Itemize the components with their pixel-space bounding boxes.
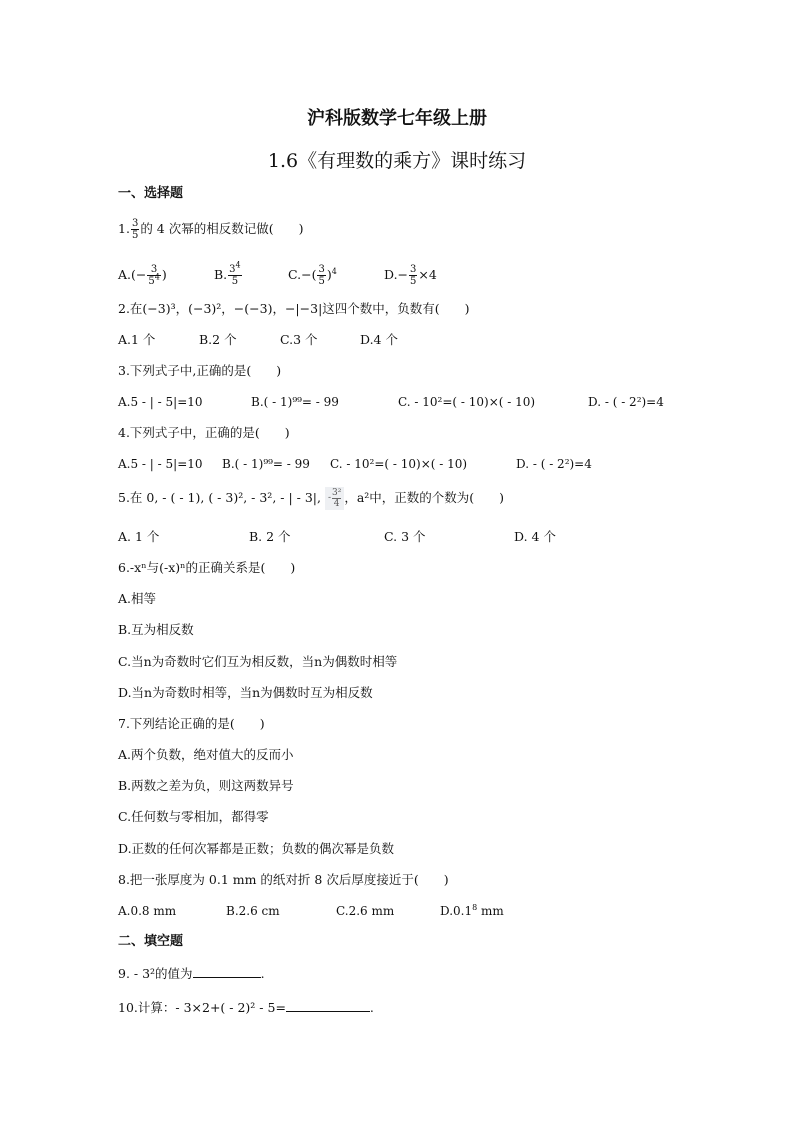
page-title: 沪科版数学七年级上册 <box>307 108 487 129</box>
q1-d-numerator: 3 <box>410 264 417 275</box>
q1-number: 1. <box>118 221 130 236</box>
q4-option-a: A.5 - | - 5|=10 <box>118 457 203 471</box>
q1-b-prefix: B. <box>214 267 228 282</box>
q5-stem-end: ，a²中，正数的个数为( ) <box>344 490 505 505</box>
question-8: 8.把一张厚度为 0.1 mm 的纸对折 8 次后厚度接近于( ) <box>118 872 449 887</box>
q4-option-d: D. - ( - 2²)=4 <box>516 457 592 471</box>
q5-option-c: C. 3 个 <box>384 529 426 544</box>
q2-option-d: D.4 个 <box>360 332 398 347</box>
q7-option-c: C.任何数与零相加，都得零 <box>118 809 269 824</box>
q10-stem: 10.计算：- 3×2+( - 2)² - 5= <box>118 1000 286 1015</box>
page-subtitle: 1.6《有理数的乘方》课时练习 <box>267 150 527 172</box>
q5-stem-start: 5.在 0, - ( - 1), ( - 3)², - 3², - | - 3|, <box>118 490 325 505</box>
q10-answer-blank[interactable] <box>286 998 370 1012</box>
q1-b-numerator-value: 3 <box>229 264 236 275</box>
q7-option-a: A.两个负数，绝对值大的反而小 <box>118 747 294 762</box>
question-1 <box>118 215 303 243</box>
q9-end: . <box>260 966 265 981</box>
q1-option-b <box>214 260 243 287</box>
question-7: 7.下列结论正确的是( ) <box>118 716 265 731</box>
q6-option-d: D.当n为奇数时相等，当n为偶数时互为相反数 <box>118 685 373 700</box>
q1-a-denominator-value: 5 <box>148 276 155 287</box>
q6-option-a: A.相等 <box>118 591 157 606</box>
q8-option-a: A.0.8 mm <box>118 904 177 918</box>
q2-option-c: C.3 个 <box>280 332 318 347</box>
q5-frac-denominator: 4 <box>333 499 340 509</box>
q8-option-c: C.2.6 mm <box>336 904 395 918</box>
q3-option-b: B.( - 1)⁹⁹= - 99 <box>251 395 339 409</box>
q8-option-b: B.2.6 cm <box>226 904 280 918</box>
q8-d-prefix: D.0.1 <box>440 904 473 918</box>
section-heading-fill: 二、填空题 <box>118 934 184 949</box>
q3-option-a: A.5 - | - 5|=10 <box>118 395 203 409</box>
q1-option-a <box>118 264 167 287</box>
q1-a-prefix: A.(− <box>118 267 147 282</box>
q1-stem: 的 4 次幂的相反数记做( ) <box>140 221 304 236</box>
question-6: 6.-xⁿ与(-x)ⁿ的正确关系是( ) <box>118 560 296 575</box>
q2-option-a: A.1 个 <box>118 332 156 347</box>
question-4: 4.下列式子中，正确的是( ) <box>118 425 290 440</box>
question-10 <box>118 998 374 1017</box>
q2-option-b: B.2 个 <box>199 332 237 347</box>
q1-c-prefix: C.−( <box>288 267 317 282</box>
q8-d-unit: mm <box>477 904 504 918</box>
q3-option-c: C. - 10²=( - 10)×( - 10) <box>398 395 536 409</box>
q5-frac-sign: - <box>327 493 331 503</box>
q1-d-prefix: D.− <box>384 267 409 282</box>
q5-frac-numerator: 3² <box>332 488 342 498</box>
q4-options <box>118 455 688 473</box>
q10-end: . <box>369 1000 374 1015</box>
q1-d-denominator: 5 <box>410 276 417 287</box>
question-2: 2.在(−3)³，(−3)²，−(−3)，−|−3|这四个数中，负数有( ) <box>118 301 470 316</box>
q1-option-d <box>384 264 437 287</box>
q1-options <box>118 258 678 292</box>
q7-option-b: B.两数之差为负，则这两数异号 <box>118 778 294 793</box>
q1-frac-numerator: 3 <box>131 218 139 229</box>
q1-a-denominator <box>147 272 160 287</box>
q1-b-numerator-exponent: 4 <box>235 260 241 270</box>
q1-option-c <box>288 264 337 287</box>
q1-b-numerator <box>228 260 241 276</box>
q1-fraction <box>131 218 139 241</box>
q5-option-b: B. 2 个 <box>249 529 291 544</box>
q3-options <box>118 393 688 411</box>
q1-d-suffix: ×4 <box>418 267 437 282</box>
question-3: 3.下列式子中,正确的是( ) <box>118 363 282 378</box>
q1-frac-denominator: 5 <box>131 230 139 241</box>
q7-option-d: D.正数的任何次幂都是正数；负数的偶次幂是负数 <box>118 841 395 856</box>
q6-option-b: B.互为相反数 <box>118 622 194 637</box>
q1-c-exponent: 4 <box>331 266 337 276</box>
q9-answer-blank[interactable] <box>193 964 261 978</box>
q8-options <box>118 902 558 920</box>
q5-option-a: A. 1 个 <box>118 529 160 544</box>
q9-stem: 9. - 3²的值为 <box>118 966 193 981</box>
q1-a-denominator-exponent: 4 <box>154 272 160 282</box>
q1-c-numerator: 3 <box>318 264 325 275</box>
q1-b-denominator: 5 <box>231 276 239 287</box>
q4-option-b: B.( - 1)⁹⁹= - 99 <box>222 457 310 471</box>
question-9 <box>118 964 265 983</box>
q6-option-c: C.当n为奇数时它们互为相反数，当n为偶数时相等 <box>118 654 398 669</box>
q1-a-numerator: 3 <box>147 264 160 276</box>
q8-option-d <box>440 902 504 920</box>
q5-fraction-image <box>325 487 344 510</box>
q1-c-suffix: ) <box>326 267 332 282</box>
q5-option-d: D. 4 个 <box>514 529 556 544</box>
q3-option-d: D. - ( - 2²)=4 <box>588 395 664 409</box>
q1-a-suffix: ) <box>161 267 167 282</box>
question-5 <box>118 484 504 512</box>
q8-d-exponent: 8 <box>472 903 478 912</box>
section-heading-choice: 一、选择题 <box>118 186 184 201</box>
q2-options <box>118 331 518 349</box>
q5-options <box>118 528 578 546</box>
q1-c-denominator: 5 <box>318 276 325 287</box>
q4-option-c: C. - 10²=( - 10)×( - 10) <box>330 457 468 471</box>
